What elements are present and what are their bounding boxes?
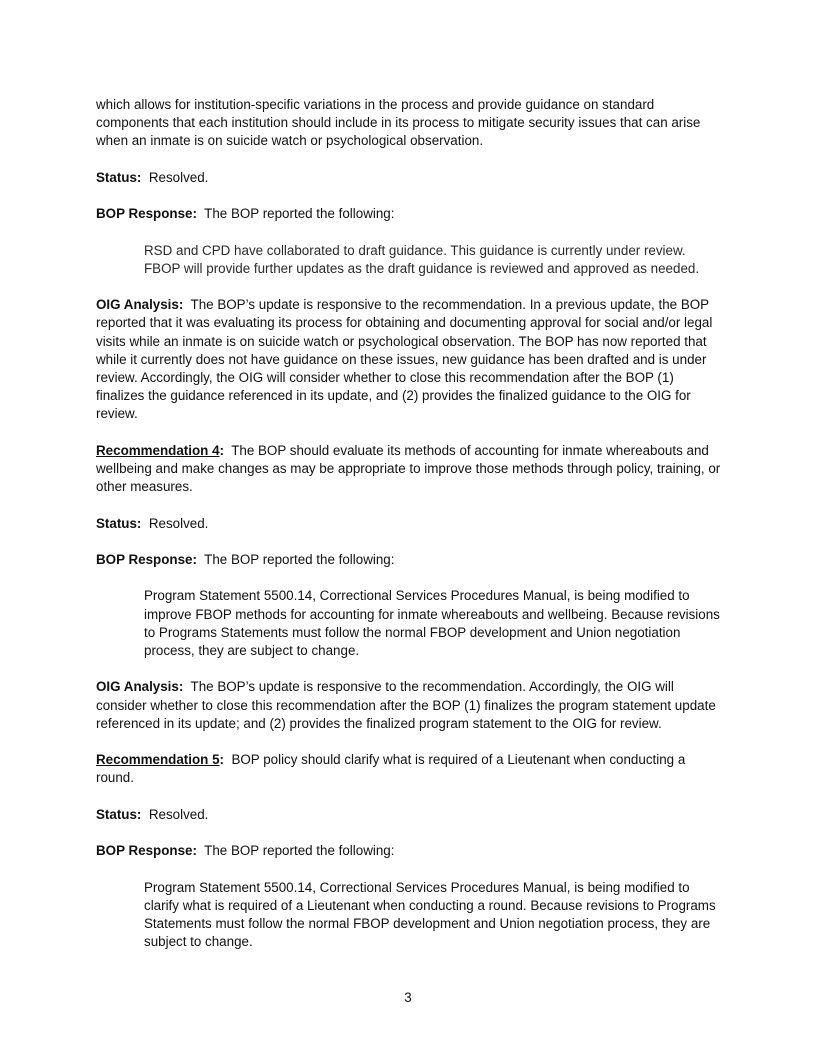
oig-analysis-label: OIG Analysis:	[96, 679, 184, 695]
recommendation-5-text: BOP policy should clarify what is required of a Lieutenant when conducting a round.	[96, 752, 686, 786]
status-label: Status:	[96, 806, 142, 822]
oig-analysis-label: OIG Analysis:	[96, 297, 184, 313]
rec3-status	[96, 169, 722, 187]
bop-response-label: BOP Response:	[96, 843, 197, 859]
rec3-bop-response	[96, 205, 722, 223]
status-value: Resolved.	[148, 806, 209, 822]
oig-analysis-text: The BOP’s update is responsive to the recommendation. In a previous update, the BOP reported that it was evaluating its process for obtaining and documenting approval for social and/or legal visits while an inmate is on suicide watch or psychological observation. The BOP has now reported that while it currently does not have guidance on these issues, new guidance has been drafted and is under review. Accordingly, the OIG will consider whether to close this recommendation after the BOP (1) finalizes the guidance referenced in its update, and (2) provides the finalized guidance to the OIG for review.	[96, 297, 713, 422]
bop-response-text: The BOP reported the following:	[204, 551, 395, 567]
status-value: Resolved.	[148, 169, 209, 185]
recommendation-5-label: Recommendation 5	[96, 752, 220, 768]
status-value: Resolved.	[148, 515, 209, 531]
rec4-bop-response	[96, 551, 722, 569]
rec5-bop-quote: Program Statement 5500.14, Correctional Services Procedures Manual, is being modified to clarify what is required of a Lieutenant when conducting a round. Because revisions to Programs Statements must follow the normal FBOP development and Union negotiation process, they are subject to change.	[144, 879, 716, 950]
document-page	[96, 96, 722, 970]
status-label: Status:	[96, 515, 142, 531]
recommendation-4-text: The BOP should evaluate its methods of accounting for inmate whereabouts and wellbeing and make changes as may be appropriate to improve those methods through policy, training, or other measures.	[96, 442, 721, 495]
oig-analysis-text: The BOP’s update is responsive to the recommendation. Accordingly, the OIG will consider whether to close this recommendation after the BOP (1) finalizes the program statement update referenced in its update; and (2) provides the finalized program statement to the OIG for review.	[96, 679, 716, 731]
page-number: 3	[404, 990, 412, 1005]
rec5-status	[96, 806, 722, 824]
status-label: Status:	[96, 169, 142, 185]
recommendation-5: Recommendation 5: BOP policy should clarify what is required of a Lieutenant when conducting a round.	[96, 752, 686, 786]
bop-response-text: The BOP reported the following:	[204, 206, 395, 222]
rec3-bop-quote: RSD and CPD have collaborated to draft guidance. This guidance is currently under review. FBOP will provide further updates as the draft guidance is reviewed and approved as needed.	[144, 242, 700, 276]
rec5-bop-response	[96, 842, 722, 860]
recommendation-4-label: Recommendation 4	[96, 442, 220, 458]
intro-paragraph: which allows for institution-specific variations in the process and provide guidance on standard components that each institution should include in its process to mitigate security issues that can arise when an inmate is on suicide watch or psychological observation.	[96, 97, 701, 149]
rec4-status	[96, 515, 722, 533]
bop-response-label: BOP Response:	[96, 206, 197, 222]
rec3-oig-analysis	[96, 296, 722, 423]
bop-response-text: The BOP reported the following:	[204, 843, 395, 859]
bop-response-label: BOP Response:	[96, 551, 197, 567]
rec4-oig-analysis	[96, 678, 722, 733]
rec4-bop-quote: Program Statement 5500.14, Correctional Services Procedures Manual, is being modified to improve FBOP methods for accounting for inmate whereabouts and wellbeing. Because revisions to Programs Statements must follow the normal FBOP development and Union negotiation process, they are subject to change.	[144, 588, 720, 658]
recommendation-4: Recommendation 4: The BOP should evaluate its methods of accounting for inmate whereabouts and wellbeing and make changes as may be appropriate to improve those methods through policy, training, or other measures.	[96, 442, 721, 495]
